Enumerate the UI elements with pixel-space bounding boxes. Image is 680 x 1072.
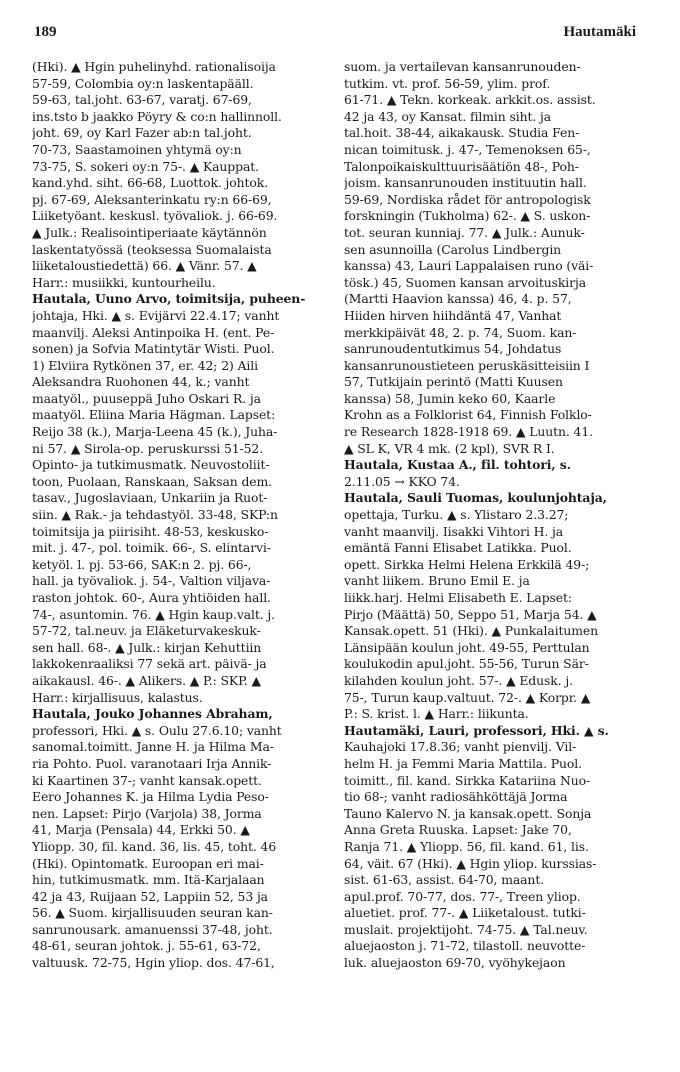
text-line: Harr.: kirjallisuus, kalastus. [32, 689, 203, 705]
text-line: tutkim. vt. prof. 56-59, ylim. prof. [344, 75, 551, 91]
text-line: Opinto- ja tutkimusmatk. Neuvostoliit- [32, 457, 270, 473]
text-line: Krohn as a Folklorist 64, Finnish Folklo- [344, 407, 592, 423]
text-line: sanrunousark. amanuenssi 37-48, joht. [32, 921, 273, 937]
text-line: joht. 69, oy Karl Fazer ab:n tal.joht. [32, 125, 252, 141]
text-line: 64, väit. 67 (Hki). ▲ Hgin yliop. kurssias- [344, 855, 597, 871]
text-line: Reijo 38 (k.), Marja-Leena 45 (k.), Juha- [32, 424, 278, 440]
text-line: 41, Marja (Pensala) 44, Erkki 50. ▲ [32, 822, 250, 838]
text-line: laskentatyössä (teoksessa Suomalaista [32, 241, 272, 257]
text-line: luk. aluejaoston 69-70, vyöhykejaon [344, 955, 566, 971]
text-line: nican toimitusk. j. 47-, Temenoksen 65-, [344, 141, 591, 157]
text-line: kanssa) 58, Jumin keko 60, Kaarle [344, 390, 556, 406]
text-line: sen asunnoilla (Carolus Lindbergin [344, 241, 562, 257]
text-line: kanssa) 43, Lauri Lappalaisen runo (väi- [344, 258, 594, 274]
text-line: mit. j. 47-, pol. toimik. 66-, S. elintarvi- [32, 540, 271, 556]
text-line: valtuusk. 72-75, Hgin yliop. dos. 47-61, [32, 955, 275, 971]
text-line: helm H. ja Femmi Maria Mattila. Puol. [344, 755, 582, 771]
text-line: Tauno Kalervo N. ja kansak.opett. Sonja [344, 805, 592, 821]
text-line: 1) Elviira Rytkönen 37, er. 42; 2) Aili [32, 357, 259, 373]
text-line: suom. ja vertailevan kansanrunouden- [344, 59, 581, 74]
text-line: liiketaloustiedettä) 66. ▲ Vänr. 57. ▲ [32, 258, 257, 274]
text-line: Hiiden hirven hiihdäntä 47, Vanhat [344, 307, 562, 323]
entry-heading-line: Hautala, Kustaa A., fil. tohtori, s. [344, 457, 571, 473]
text-line: Kauhajoki 17.8.36; vanht pienvilj. Vil- [344, 739, 577, 755]
text-line: joism. kansanrunouden instituutin hall. [344, 175, 587, 191]
text-line: Liiketyöant. keskusl. työvaliok. j. 66-69. [32, 208, 278, 224]
text-line: 59-69, Nordiska rådet för antropologisk [344, 191, 591, 207]
text-line: sanomal.toimitt. Janne H. ja Hilma Ma- [32, 739, 274, 755]
text-line: tösk.) 45, Suomen kansan arvoituskirja [344, 274, 587, 290]
text-line: 48-61, seuran johtok. j. 55-61, 63-72, [32, 938, 261, 954]
text-line: ketyöl. l. pj. 53-66, SAK:n 2. pj. 66-, [32, 556, 252, 572]
text-line: hall. ja työvaliok. j. 54-, Valtion viljava- [32, 573, 271, 589]
text-line: sonen) ja Sofvia Matintytär Wisti. Puol. [32, 341, 275, 357]
text-line: Yliopp. 30, fil. kand. 36, lis. 45, toht. 46 [32, 838, 277, 854]
text-line: hin, tutkimusmatk. mm. Itä-Karjalaan [32, 872, 265, 888]
text-line: Länsipään koulun joht. 49-55, Perttulan [344, 639, 590, 655]
text-line: toimitsija ja piirisiht. 48-53, keskusko- [32, 523, 269, 539]
text-line: 75-, Turun kaup.valtuut. 72-. ▲ Korpr. ▲ [344, 689, 591, 705]
text-line: (Hki). ▲ Hgin puhelinyhd. rationalisoija [32, 59, 276, 74]
text-line: toon, Puolaan, Ranskaan, Saksan dem. [32, 473, 273, 489]
text-line: Aleksandra Ruohonen 44, k.; vanht [32, 374, 250, 390]
text-line: sanrunoudentutkimus 54, Johdatus [344, 341, 562, 357]
text-line: toimitt., fil. kand. Sirkka Katariina Nuo- [344, 772, 591, 788]
text-line: 56. ▲ Suom. kirjallisuuden seuran kan- [32, 905, 273, 921]
text-line: ni 57. ▲ Sirola-op. peruskurssi 51-52. [32, 440, 264, 456]
text-line: pj. 67-69, Aleksanterinkatu ry:n 66-69, [32, 191, 272, 207]
text-line: forskningin (Tukholma) 62-. ▲ S. uskon- [344, 208, 591, 224]
text-line: sen hall. 68-. ▲ Julk.: kirjan Kehuttiin [32, 639, 262, 655]
entry-heading-line: Hautala, Uuno Arvo, toimitsija, puheen- [32, 291, 306, 307]
text-line: re Research 1828-1918 69. ▲ Luutn. 41. [344, 424, 593, 440]
text-line: aikakausl. 46-. ▲ Alikers. ▲ P.: SKP. ▲ [32, 672, 261, 688]
text-line: kansanrunoustieteen peruskäsitteisiin I [344, 357, 590, 373]
text-line: 70-73, Saastamoinen yhtymä oy:n [32, 141, 242, 157]
column-left [32, 59, 337, 972]
text-line: aluejaoston j. 71-72, tilastoll. neuvotte- [344, 938, 586, 954]
entry-heading-line: Hautamäki, Lauri, professori, Hki. ▲ s. [344, 722, 609, 738]
text-line: aluetiet. prof. 77-. ▲ Liiketaloust. tutki- [344, 905, 586, 921]
text-line: Pirjo (Määttä) 50, Seppo 51, Marja 54. ▲ [344, 606, 597, 622]
text-line: ki Kaartinen 37-; vanht kansak.opett. [32, 772, 262, 788]
text-line: vanht liikem. Bruno Emil E. ja [344, 573, 530, 589]
text-line: ins.tsto b jaakko Pöyry & co:n hallinnoll. [32, 108, 282, 124]
text-line: muslait. projektijoht. 74-75. ▲ Tal.neuv. [344, 921, 588, 937]
text-line: merkkipäivät 48, 2. p. 74, Suom. kan- [344, 324, 577, 340]
text-line: liikk.harj. Helmi Elisabeth E. Lapset: [344, 590, 572, 605]
text-line: kand.yhd. siht. 66-68, Luottok. johtok. [32, 175, 269, 191]
text-line: Ranja 71. ▲ Yliopp. 56, fil. kand. 61, lis. [344, 838, 589, 854]
text-line: opettaja, Turku. ▲ s. Ylistaro 2.3.27; [344, 507, 569, 523]
text-line: Harr.: musiikki, kuntourheilu. [32, 274, 216, 290]
page-number: 189 [34, 24, 57, 40]
text-line: 73-75, S. sokeri oy:n 75-. ▲ Kauppat. [32, 158, 259, 174]
text-line: professori, Hki. ▲ s. Oulu 27.6.10; vanht [32, 722, 282, 738]
text-line: 59-63, tal.joht. 63-67, varatj. 67-69, [32, 92, 252, 108]
text-line: Anna Greta Ruuska. Lapset: Jake 70, [344, 822, 572, 838]
text-line: ▲ Julk.: Realisointiperiaate käytännön [32, 224, 267, 240]
text-line: maanvilj. Aleksi Antinpoika H. (ent. Pe- [32, 324, 275, 340]
text-line: 57-59, Colombia oy:n laskentapääll. [32, 75, 254, 91]
text-line: Kansak.opett. 51 (Hki). ▲ Punkalaitumen [344, 623, 598, 639]
text-line: ▲ SL K, VR 4 mk. (2 kpl), SVR R I. [344, 440, 555, 456]
text-line: apul.prof. 70-77, dos. 77-, Treen yliop. [344, 888, 581, 904]
entry-heading-line: Hautala, Jouko Johannes Abraham, [32, 706, 273, 722]
text-line: emäntä Fanni Elisabet Latikka. Puol. [344, 540, 572, 556]
text-line: 42 ja 43, oy Kansat. filmin siht. ja [344, 108, 552, 124]
text-line: ria Pohto. Puol. varanotaari Irja Annik- [32, 755, 272, 771]
text-line: opett. Sirkka Helmi Helena Erkkilä 49-; [344, 556, 590, 572]
text-line: 57-72, tal.neuv. ja Eläketurvakeskuk- [32, 623, 261, 639]
text-line: maatyöl., puuseppä Juho Oskari R. ja [32, 390, 261, 406]
text-line: lakkokenraaliksi 77 sekä art. päivä- ja [32, 656, 267, 672]
text-line: tasav., Jugoslaviaan, Unkariin ja Ruot- [32, 490, 268, 506]
text-line: kilahden koulun joht. 57-. ▲ Edusk. j. [344, 672, 573, 688]
text-line: 57, Tutkijain perintö (Matti Kuusen [344, 374, 563, 390]
text-line: (Martti Haavion kanssa) 46, 4. p. 57, [344, 291, 572, 307]
text-line: 74-, asuntomin. 76. ▲ Hgin kaup.valt. j. [32, 606, 276, 622]
text-line: koulukodin apul.joht. 55-56, Turun Sär- [344, 656, 589, 672]
column-right [344, 59, 644, 972]
text-line: siin. ▲ Rak.- ja tehdastyöl. 33-48, SKP:n [32, 507, 278, 523]
text-line: 2.11.05 → KKO 74. [344, 473, 460, 489]
text-line: P.: S. krist. l. ▲ Harr.: liikunta. [344, 706, 529, 722]
text-line: tot. seuran kunniaj. 77. ▲ Julk.: Aunuk- [344, 224, 585, 240]
text-line: maatyöl. Eliina Maria Hägman. Lapset: [32, 407, 276, 423]
text-line: nen. Lapset: Pirjo (Varjola) 38, Jorma [32, 805, 262, 821]
text-line: vanht maanvilj. Iisakki Vihtori H. ja [344, 523, 564, 539]
text-line: tal.hoit. 38-44, aikakausk. Studia Fen- [344, 125, 580, 141]
text-line: johtaja, Hki. ▲ s. Evijärvi 22.4.17; vanht [32, 307, 280, 323]
text-line: sist. 61-63, assist. 64-70, maant. [344, 872, 545, 888]
entry-heading-line: Hautala, Sauli Tuomas, koulunjohtaja, [344, 490, 607, 506]
text-line: 42 ja 43, Ruijaan 52, Lappiin 52, 53 ja [32, 888, 268, 904]
running-header: Hautamäki [563, 24, 636, 40]
text-line: 61-71. ▲ Tekn. korkeak. arkkit.os. assist. [344, 92, 596, 108]
text-line: tio 68-; vanht radiosähköttäjä Jorma [344, 789, 568, 805]
text-line: (Hki). Opintomatk. Euroopan eri mai- [32, 855, 264, 871]
text-line: raston johtok. 60-, Aura yhtiöiden hall. [32, 590, 271, 605]
text-line: Talonpoikaiskulttuurisäätiön 48-, Poh- [344, 158, 579, 174]
text-line: Eero Johannes K. ja Hilma Lydia Peso- [32, 789, 269, 805]
